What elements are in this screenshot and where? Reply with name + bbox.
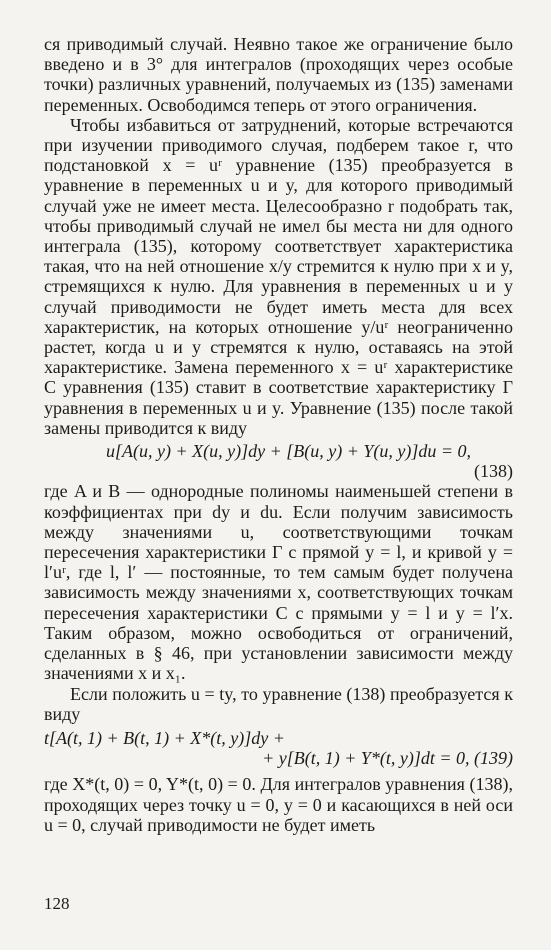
equation-139-line2 bbox=[44, 748, 513, 768]
equation-138-number: (138) bbox=[474, 461, 513, 482]
equation-139-line1 bbox=[44, 728, 513, 748]
equation-138 bbox=[44, 441, 513, 461]
equation-139-line1-text: t[A(t, 1) + B(t, 1) + X*(t, y)]dy + bbox=[44, 727, 285, 748]
paragraph-integrals: где X*(t, 0) = 0, Y*(t, 0) = 0. Для интегралов уравнения (138), проходящих через точку u = 0, y = 0 и касающихся в ней оси u = 0, случай приводимости не будет иметь bbox=[44, 774, 513, 835]
body-text-bottom bbox=[44, 774, 513, 835]
equation-139-line2-text: + y[B(t, 1) + Y*(t, y)]dt = 0, (139) bbox=[262, 748, 513, 769]
page-number: 128 bbox=[44, 894, 70, 913]
paragraph-substitution-t: Если положить u = ty, то уравнение (138) преобразуется к виду bbox=[44, 683, 513, 724]
paragraph-substitution: Чтобы избавиться от затруднений, которые встречаются при изучении приводимого случая, подберем такое r, что подстановкой x = uʳ уравнение (135) преобразуется в уравнение в переменных u и y, для которого приводимый случай уже не имеет места. Целесообразно r подобрать так, чтобы приводимый случай не имел бы места ни для одного интеграла (135), которому соответствует характеристика такая, что на ней отношение x/y стремится к нулю при x и y, стремящихся к нулю. Для уравнения в переменных u и y случай приводимости не будет иметь места для всех характеристик, на которых отношение y/uʳ неограниченно растет, когда u и y стремятся к нулю, оставаясь на этой характеристике. Замена переменного x = uʳ характеристике C уравнения (135) ставит в соответствие характеристику Γ уравнения в переменных u и y. Уравнение (135) после такой замены приводится к виду bbox=[44, 114, 513, 438]
body-text bbox=[44, 34, 513, 438]
equation-138-formula: u[A(u, y) + X(u, y)]dy + [B(u, y) + Y(u, y)]du = 0, bbox=[105, 441, 471, 462]
paragraph-homogeneous: где A и B — однородные полиномы наименьшей степени в коэффициентах при dy и du. Если получим зависимость между значениями u, соответствующими точкам пересечения характеристики Γ с прямой y = l, и кривой y = l′uʳ, где l, l′ — постоянные, то тем самым будет получена зависимость между значениями x, соответствующих точкам пересечения характеристики C с прямыми y = l и y = l′x. Таким образом, можно освободиться от ограничений, сделанных в § 46, при установлении зависимости между значениями x и x₁. bbox=[44, 481, 513, 684]
paragraph-continuation: ся приводимый случай. Неявно такое же ограничение было введено и в 3° для интегралов (проходящих через особые точки) различных уравнений, получаемых из (135) заменами переменных. Освободимся теперь от этого ограничения. bbox=[44, 34, 513, 115]
body-text-mid bbox=[44, 481, 513, 723]
